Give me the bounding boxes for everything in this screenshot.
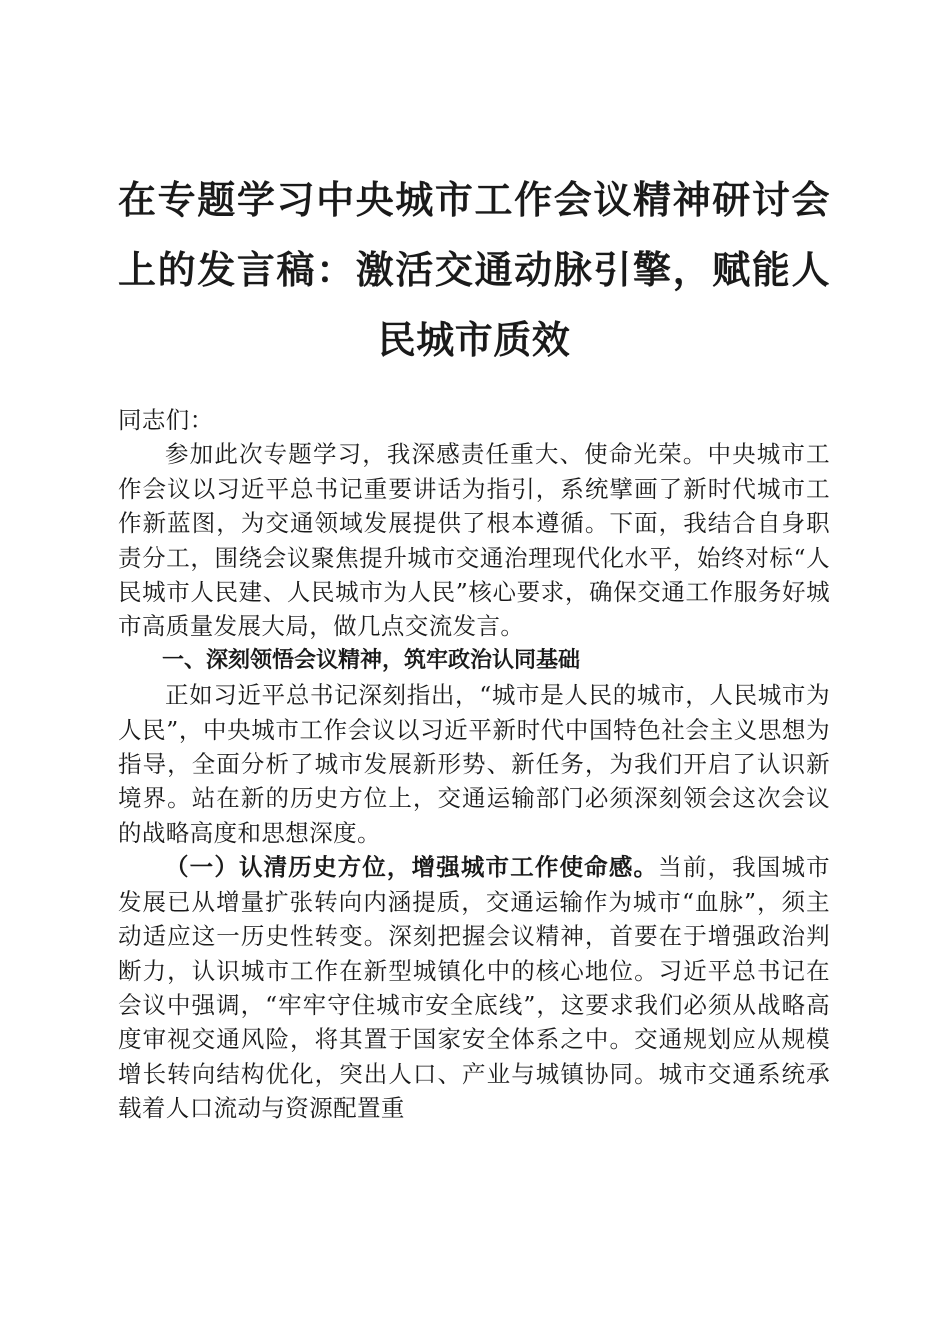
salutation: 同志们： xyxy=(118,406,214,434)
sub-heading-1: （一）认清历史方位，增强城市工作使命感。 xyxy=(165,853,659,882)
section1-paragraph: 正如习近平总书记深刻指出，“城市是人民的城市，人民城市为人民”，中央城市工作会议以习近平新时代中国特色社会主义思想为指导，全面分析了城市发展新形势、新任务，为我们开启了认识新境界。站在新的历史方位上，交通运输部门必须深刻领会这次会议的战略高度和思想深度。 xyxy=(118,681,830,847)
document-page xyxy=(118,165,830,1126)
section1-sub1-paragraph xyxy=(118,850,830,1125)
document-title: 在专题学习中央城市工作会议精神研讨会上的发言稿：激活交通动脉引擎，赋能人民城市质效 xyxy=(118,178,830,362)
intro-paragraph: 参加此次专题学习，我深感责任重大、使命光荣。中央城市工作会议以习近平总书记重要讲话为指引，系统擘画了新时代城市工作新蓝图，为交通领域发展提供了根本遵循。下面，我结合自身职责分工，围绕会议聚焦提升城市交通治理现代化水平，始终对标“人民城市人民建、人民城市为人民”核心要求，确保交通工作服务好城市高质量发展大局，做几点交流发言。 xyxy=(118,440,830,641)
section-heading-1: 一、深刻领悟会议精神，筑牢政治认同基础 xyxy=(162,647,581,673)
sub1-text: 当前，我国城市发展已从增量扩张转向内涵提质，交通运输作为城市“血脉”，须主动适应这一历史性转变。深刻把握会议精神，首要在于增强政治判断力，认识城市工作在新型城镇化中的核心地位。习近平总书记在会议中强调，“牢牢守住城市安全底线”，这要求我们必须从战略高度审视交通风险，将其置于国家安全体系之中。交通规划应从规模增长转向结构优化，突出人口、产业与城镇协同。城市交通系统承载着人口流动与资源配置重 xyxy=(118,853,830,1123)
